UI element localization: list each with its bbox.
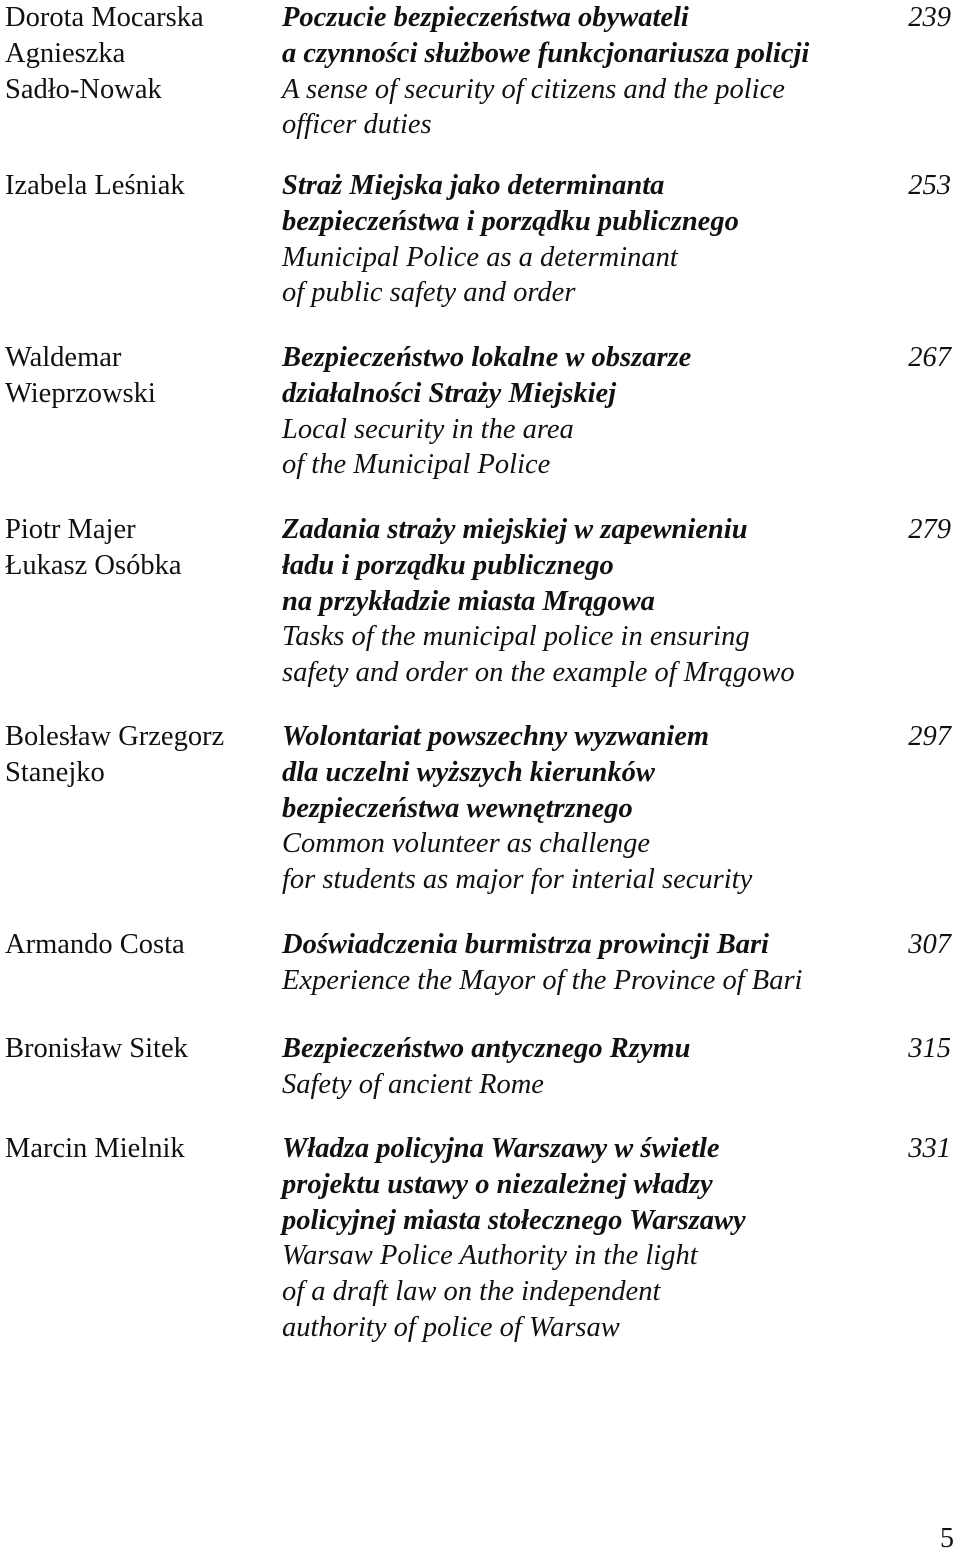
entry-authors: [5, 0, 275, 107]
entry-page-number: 331: [908, 1133, 951, 1164]
entry-authors: [5, 340, 275, 412]
english-title-line: Warsaw Police Authority in the light: [282, 1240, 698, 1272]
entry-authors: [5, 1131, 275, 1167]
polish-title-line: Zadania straży miejskiej w zapewnieniu: [282, 514, 748, 545]
entry-titles: [282, 927, 877, 999]
polish-title-line: na przykładzie miasta Mrągowa: [282, 585, 655, 617]
author-line: Waldemar: [5, 342, 122, 373]
polish-title-line: Straż Miejska jako determinanta: [282, 170, 665, 201]
entry-authors: [5, 719, 275, 791]
entry-titles: [282, 512, 877, 691]
english-title-line: of public safety and order: [282, 277, 576, 309]
author-line: Armando Costa: [5, 929, 185, 960]
entry-page-number: 315: [908, 1033, 951, 1064]
entry-authors: [5, 168, 275, 204]
polish-title-line: Bezpieczeństwo lokalne w obszarze: [282, 342, 692, 373]
english-title-line: for students as major for interial security: [282, 864, 753, 896]
polish-title-line: Władza policyjna Warszawy w świetle: [282, 1133, 720, 1164]
author-line: Izabela Leśniak: [5, 170, 185, 201]
author-line: Sadło-Nowak: [5, 73, 162, 105]
author-line: Dorota Mocarska: [5, 2, 204, 33]
author-line: Piotr Majer: [5, 514, 136, 545]
author-line: Marcin Mielnik: [5, 1133, 185, 1164]
author-line: Agnieszka: [5, 37, 126, 69]
english-title-line: Municipal Police as a determinant: [282, 241, 678, 273]
entry-page-number: 253: [908, 170, 951, 201]
polish-title-line: ładu i porządku publicznego: [282, 549, 614, 581]
polish-title-line: dla uczelni wyższych kierunków: [282, 756, 655, 788]
polish-title-line: policyjnej miasta stołecznego Warszawy: [282, 1204, 746, 1236]
entry-authors: [5, 1031, 275, 1067]
author-line: Stanejko: [5, 756, 105, 788]
entry-authors: [5, 512, 275, 584]
english-title-line: of the Municipal Police: [282, 449, 551, 481]
entry-page-number: 279: [908, 514, 951, 545]
polish-title-line: Wolontariat powszechny wyzwaniem: [282, 721, 710, 752]
polish-title-line: Poczucie bezpieczeństwa obywateli: [282, 2, 689, 33]
page-number: 5: [940, 1523, 954, 1554]
entry-titles: [282, 0, 877, 143]
polish-title-line: bezpieczeństwa i porządku publicznego: [282, 205, 739, 237]
polish-title-line: bezpieczeństwa wewnętrznego: [282, 792, 633, 824]
polish-title-line: a czynności służbowe funkcjonariusza policji: [282, 37, 810, 69]
english-title-line: authority of police of Warsaw: [282, 1311, 620, 1343]
entry-page-number: 267: [908, 342, 951, 373]
entry-titles: [282, 1031, 877, 1103]
polish-title-line: Bezpieczeństwo antycznego Rzymu: [282, 1033, 691, 1064]
english-title-line: safety and order on the example of Mrągowo: [282, 657, 795, 689]
polish-title-line: projektu ustawy o niezależnej władzy: [282, 1168, 713, 1200]
english-title-line: of a draft law on the independent: [282, 1276, 661, 1308]
english-title-line: Experience the Mayor of the Province of Bari: [282, 964, 803, 996]
entry-authors: [5, 927, 275, 963]
polish-title-line: Doświadczenia burmistrza prowincji Bari: [282, 929, 769, 960]
english-title-line: A sense of security of citizens and the police: [282, 73, 785, 105]
english-title-line: Tasks of the municipal police in ensuring: [282, 621, 750, 653]
entry-titles: [282, 168, 877, 311]
entry-titles: [282, 1131, 877, 1346]
english-title-line: Safety of ancient Rome: [282, 1068, 544, 1100]
english-title-line: Common volunteer as challenge: [282, 828, 651, 860]
entry-titles: [282, 340, 877, 483]
entry-page-number: 307: [908, 929, 951, 960]
english-title-line: officer duties: [282, 109, 432, 141]
author-line: Bolesław Grzegorz: [5, 721, 225, 752]
entry-page-number: 239: [908, 2, 951, 33]
polish-title-line: działalności Straży Miejskiej: [282, 377, 617, 409]
author-line: Wieprzowski: [5, 377, 156, 409]
entry-titles: [282, 719, 877, 898]
entry-page-number: 297: [908, 721, 951, 752]
english-title-line: Local security in the area: [282, 413, 574, 445]
author-line: Łukasz Osóbka: [5, 549, 182, 581]
author-line: Bronisław Sitek: [5, 1033, 188, 1064]
